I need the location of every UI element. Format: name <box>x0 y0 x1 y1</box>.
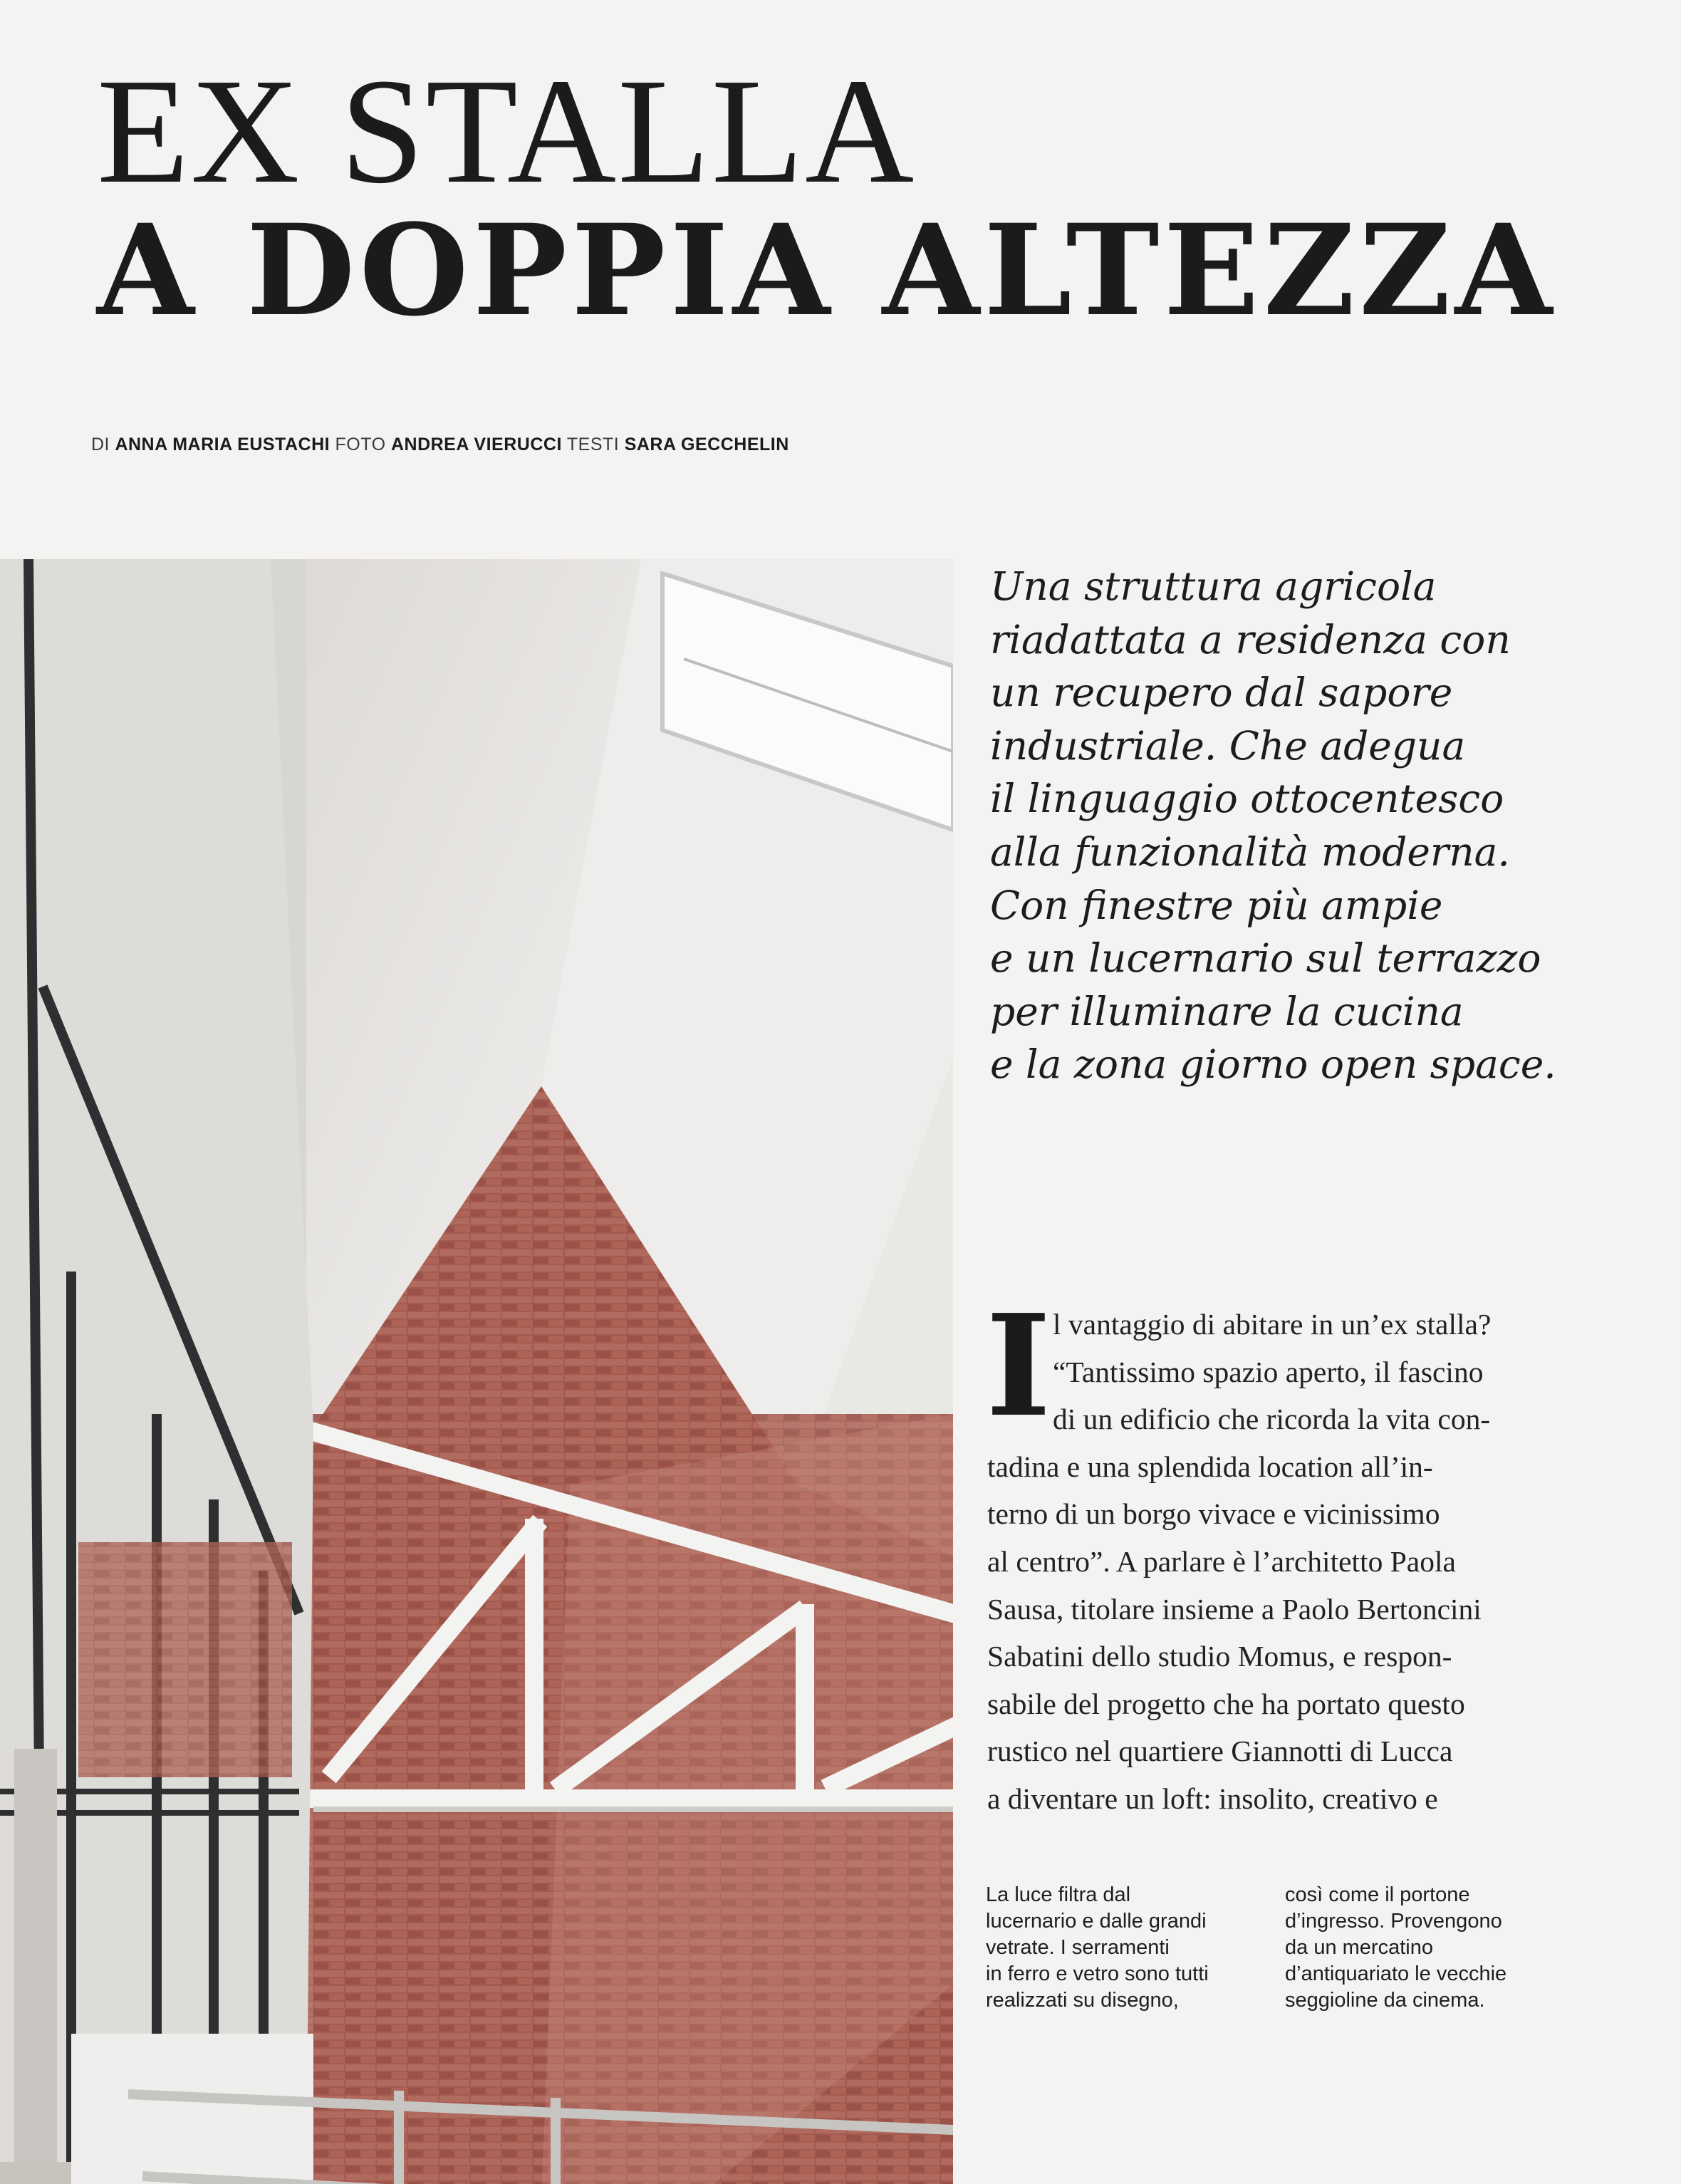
lead-line: alla funzionalità moderna. <box>990 828 1510 875</box>
body-line: Sausa, titolare insieme a Paolo Bertoncini <box>987 1592 1482 1626</box>
body-line: tadina e una splendida location all’in- <box>987 1450 1433 1483</box>
body-line: Sabatini dello studio Momus, e respon- <box>987 1640 1452 1673</box>
caption-line: La luce filtra dal <box>986 1883 1131 1906</box>
body-text <box>987 1301 1628 1823</box>
body-line: rustico nel quartiere Giannotti di Lucca <box>987 1735 1453 1768</box>
body-line: “Tantissimo spazio aperto, il fascino <box>1053 1355 1484 1388</box>
body-line: sabile del progetto che ha portato questo <box>987 1687 1465 1720</box>
photo-caption-left <box>986 1882 1271 2014</box>
lead-line: riadattata a residenza con <box>990 616 1511 662</box>
caption-line: così come il portone <box>1285 1883 1470 1906</box>
credit-photographer: ANDREA VIERUCCI <box>390 435 562 454</box>
credit-writer: SARA GECCHELIN <box>624 435 789 454</box>
body-line: a diventare un loft: insolito, creativo e <box>987 1782 1438 1815</box>
lead-paragraph <box>990 560 1653 1091</box>
caption-line: lucernario e dalle grandi <box>986 1910 1207 1933</box>
lead-line: un recupero dal sapore <box>990 670 1453 716</box>
credit-label-texts: TESTI <box>566 435 620 454</box>
credits-line <box>91 435 789 455</box>
body-line: l vantaggio di abitare in un’ex stalla? <box>1053 1308 1492 1341</box>
caption-line: vetrate. I serramenti <box>986 1936 1170 1959</box>
body-line: di un edificio che ricorda la vita con- <box>1053 1403 1491 1436</box>
credit-label-by: DI <box>91 435 110 454</box>
caption-line: realizzati su disegno, <box>986 1989 1179 2012</box>
credit-author: ANNA MARIA EUSTACHI <box>115 435 331 454</box>
lead-line: Con finestre più ampie <box>990 882 1443 928</box>
headline-line-1: EX STALLA <box>97 47 916 214</box>
drop-cap: I <box>986 1284 1051 1448</box>
headline-line-2: A DOPPIA ALTEZZA <box>97 197 1557 344</box>
lead-line: Una struttura agricola <box>990 563 1437 609</box>
lead-line: il linguaggio ottocentesco <box>990 776 1504 822</box>
caption-line: in ferro e vetro sono tutti <box>986 1962 1209 1985</box>
lead-line: e la zona giorno open space. <box>990 1041 1556 1088</box>
caption-line: d’antiquariato le vecchie <box>1285 1962 1507 1985</box>
caption-line: d’ingresso. Provengono <box>1285 1910 1502 1933</box>
lead-line: industriale. Che adegua <box>990 722 1466 769</box>
lead-line: e un lucernario sul terrazzo <box>990 935 1541 982</box>
lead-line: per illuminare la cucina <box>990 988 1464 1034</box>
credit-label-photo: FOTO <box>335 435 386 454</box>
body-line: al centro”. A parlare è l’architetto Paola <box>987 1544 1456 1578</box>
body-line: terno di un borgo vivace e vicinissimo <box>987 1497 1440 1531</box>
interior-photo <box>0 559 953 2184</box>
photo-caption-right <box>1285 1882 1570 2014</box>
caption-line: da un mercatino <box>1285 1936 1433 1959</box>
caption-line: seggioline da cinema. <box>1285 1989 1485 2012</box>
